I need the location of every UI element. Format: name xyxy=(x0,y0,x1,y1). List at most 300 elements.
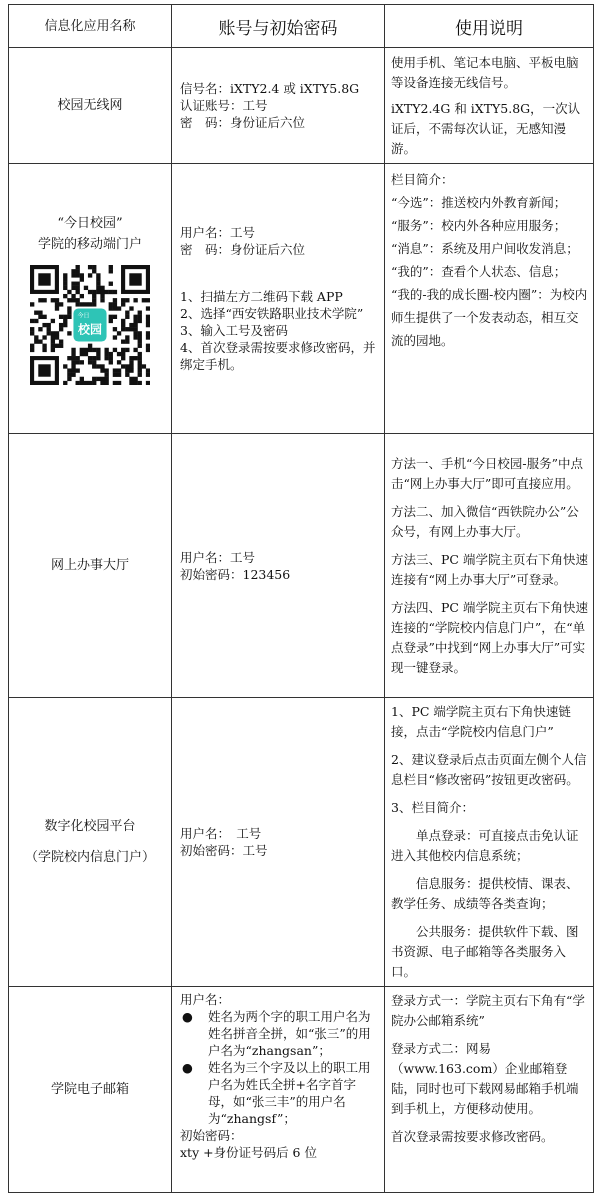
qr-module xyxy=(138,335,142,339)
qr-module xyxy=(113,314,117,318)
qr-module xyxy=(113,368,117,372)
qr-module xyxy=(121,356,125,360)
qr-module xyxy=(42,322,46,326)
row-mail xyxy=(9,987,594,1193)
qr-module xyxy=(113,289,117,293)
header-usage: 使用说明 xyxy=(385,5,594,48)
qr-module xyxy=(96,376,100,380)
qr-module xyxy=(76,269,80,273)
qr-module xyxy=(38,327,42,331)
app-name-campus xyxy=(9,698,172,987)
qr-module xyxy=(80,351,84,355)
qr-module xyxy=(34,310,38,314)
qr-module xyxy=(96,277,100,281)
qr-module xyxy=(138,372,142,376)
qr-module xyxy=(76,285,80,289)
qr-module xyxy=(100,368,104,372)
qr-module xyxy=(67,372,71,376)
qr-module xyxy=(138,368,142,372)
qr-module xyxy=(38,298,42,302)
qr-module xyxy=(125,335,129,339)
qr-module xyxy=(133,380,137,384)
row-wifi xyxy=(9,48,594,164)
qr-module xyxy=(96,289,100,293)
credential-line: 信号名：iXTY2.4 或 iXTY5.8G xyxy=(180,81,360,96)
notes-campus xyxy=(385,698,594,987)
qr-module xyxy=(30,327,34,331)
qr-module xyxy=(71,372,75,376)
qr-module xyxy=(76,360,80,364)
qr-module xyxy=(84,347,88,351)
qr-module xyxy=(51,347,55,351)
qr-module xyxy=(146,372,150,376)
logo-text: 校园 xyxy=(77,322,103,337)
qr-module xyxy=(67,376,71,380)
qr-module xyxy=(113,298,117,302)
campus-name-line1: 数字化校园平台 xyxy=(44,819,136,834)
qr-module xyxy=(67,289,71,293)
qr-module xyxy=(63,318,67,322)
qr-module xyxy=(104,380,108,384)
header-row xyxy=(9,5,594,48)
qr-module xyxy=(88,356,92,360)
qr-module xyxy=(88,343,92,347)
qr-module xyxy=(30,318,34,322)
note-line: iXTY2.4G 和 iXTY5.8G，一次认证后，不需每次认证，无感知漫游。 xyxy=(391,100,581,156)
qr-module xyxy=(80,376,84,380)
qr-module xyxy=(129,306,133,310)
qr-module xyxy=(80,380,84,384)
today-campus-qr-code[interactable] xyxy=(30,265,150,385)
qr-module xyxy=(47,331,51,335)
qr-module xyxy=(76,356,80,360)
qr-module xyxy=(55,302,59,306)
qr-module xyxy=(80,277,84,281)
qr-module xyxy=(133,356,137,360)
credential-line: 用户名：工号 xyxy=(180,549,256,565)
credential-line: 密 码：身份证后六位 xyxy=(180,115,306,130)
qr-module xyxy=(142,298,146,302)
qr-module xyxy=(104,289,108,293)
qr-module xyxy=(51,339,55,343)
qr-module xyxy=(109,289,113,293)
qr-module xyxy=(138,351,142,355)
qr-module xyxy=(34,335,38,339)
qr-module xyxy=(146,314,150,318)
qr-module xyxy=(71,269,75,273)
qr-module xyxy=(133,298,137,302)
credential-line: 初始密码：工号 xyxy=(180,843,268,858)
qr-module xyxy=(104,368,108,372)
qr-module xyxy=(104,372,108,376)
today-name-line1: “今日校园” xyxy=(57,215,123,231)
qr-module xyxy=(92,298,96,302)
qr-module xyxy=(133,318,137,322)
qr-module xyxy=(125,298,129,302)
bullet-icon: ● xyxy=(182,1060,193,1075)
qr-module xyxy=(142,364,146,368)
qr-module xyxy=(38,310,42,314)
qr-module xyxy=(100,285,104,289)
note-line: 方法三、PC 端学院主页右下角快速连接有“网上办事大厅”可登录。 xyxy=(391,551,588,587)
note-line: 方法一、手机“今日校园-服务”中点击“网上办事大厅”即可直接应用。 xyxy=(391,455,584,491)
qr-module xyxy=(138,318,142,322)
qr-module xyxy=(100,364,104,368)
qr-module xyxy=(125,327,129,331)
credential-line: 用户名：工号 xyxy=(180,225,256,240)
qr-module xyxy=(80,273,84,277)
note-line: “消息”：系统及用户间收发消息； xyxy=(391,241,579,256)
note-line: 2、建议登录后点击页面左侧个人信息栏目“修改密码”按钮更改密码。 xyxy=(391,752,587,787)
qr-module xyxy=(133,376,137,380)
qr-module xyxy=(92,293,96,297)
credential-line: 初始密码：123456 xyxy=(180,566,291,582)
qr-module xyxy=(92,269,96,273)
qr-module xyxy=(113,372,117,376)
qr-module xyxy=(117,372,121,376)
qr-module xyxy=(104,356,108,360)
qr-module xyxy=(55,343,59,347)
qr-module xyxy=(138,380,142,384)
qr-module xyxy=(71,347,75,351)
qr-module xyxy=(121,322,125,326)
qr-module xyxy=(76,368,80,372)
step-line: 4、首次登录需按要求修改密码，并绑定手机。 xyxy=(180,340,376,372)
qr-module xyxy=(67,331,71,335)
note-line: 1、PC 端学院主页右下角快速链接，点击“学院校内信息门户” xyxy=(391,704,571,739)
app-name-wifi: 校园无线网 xyxy=(9,48,172,164)
step-line: 1、扫描左方二维码下载 APP xyxy=(180,289,343,304)
qr-module xyxy=(113,327,117,331)
qr-module xyxy=(96,273,100,277)
qr-module xyxy=(63,380,67,384)
credentials-wifi xyxy=(172,48,385,164)
qr-module xyxy=(76,281,80,285)
qr-module xyxy=(138,343,142,347)
qr-module xyxy=(146,331,150,335)
step-line: 3、输入工号及密码 xyxy=(180,323,288,338)
qr-module xyxy=(113,347,117,351)
qr-module xyxy=(63,277,67,281)
qr-module xyxy=(129,356,133,360)
qr-module xyxy=(71,351,75,355)
qr-module xyxy=(38,314,42,318)
qr-module xyxy=(88,360,92,364)
notes-hall xyxy=(385,434,594,698)
qr-module xyxy=(133,331,137,335)
mail-user-label: 用户名： xyxy=(180,992,231,1007)
bullet-icon: ● xyxy=(182,1009,193,1024)
qr-module xyxy=(76,302,80,306)
qr-module xyxy=(30,343,34,347)
qr-module xyxy=(71,293,75,297)
qr-module xyxy=(63,364,67,368)
note-line: 3、栏目简介： xyxy=(391,800,474,815)
note-line: 登录方式二：网易（www.163.com）企业邮箱登陆，同时也可下载网易邮箱手机端到手机上，方便移动使用。 xyxy=(391,1041,579,1116)
mail-pwd-label: 初始密码： xyxy=(180,1128,243,1143)
qr-module xyxy=(76,298,80,302)
qr-module xyxy=(138,314,142,318)
qr-module xyxy=(88,289,92,293)
qr-module xyxy=(71,356,75,360)
credentials-hall xyxy=(172,434,385,698)
list-item: ● 姓名为两个字的职工用户名为姓名拼音全拼，如“张三”的用户名为“zhangsan”； xyxy=(182,1009,371,1058)
credentials-today xyxy=(172,164,385,434)
qr-module xyxy=(146,343,150,347)
note-line: 首次登录需按要求修改密码。 xyxy=(391,1129,554,1144)
qr-module xyxy=(34,339,38,343)
qr-module xyxy=(92,289,96,293)
qr-module xyxy=(42,343,46,347)
info-apps-table xyxy=(8,4,594,1193)
qr-module xyxy=(67,306,71,310)
mail-rule-list xyxy=(180,1008,380,1127)
qr-module xyxy=(146,368,150,372)
qr-module xyxy=(125,347,129,351)
qr-module xyxy=(129,368,133,372)
qr-module xyxy=(59,314,63,318)
note-line: 方法四、PC 端学院主页右下角快速连接的“学院校内信息门户”，在“单点登录”中找到“网上办事大厅”可实现一键登录。 xyxy=(391,599,588,675)
note-line: 登录方式一：学院主页右下角有“学院办公邮箱系统” xyxy=(391,993,585,1028)
logo-small-text: 今日 xyxy=(77,311,90,319)
qr-module xyxy=(42,347,46,351)
qr-module xyxy=(117,306,121,310)
qr-module xyxy=(125,310,129,314)
qr-module xyxy=(92,360,96,364)
qr-module xyxy=(67,368,71,372)
qr-module xyxy=(133,322,137,326)
credential-line: 用户名： 工号 xyxy=(180,826,262,841)
list-item: ● 姓名为三个字及以上的职工用户名为姓氏全拼+名字首字母，如“张三丰”的用户名为“zhangsf”； xyxy=(182,1060,371,1126)
qr-module xyxy=(51,335,55,339)
qr-module xyxy=(100,376,104,380)
qr-module xyxy=(129,364,133,368)
row-digital-campus xyxy=(9,698,594,987)
qr-module xyxy=(30,331,34,335)
qr-module xyxy=(133,335,137,339)
qr-module xyxy=(63,293,67,297)
qr-module xyxy=(63,322,67,326)
qr-module xyxy=(121,318,125,322)
qr-module xyxy=(104,347,108,351)
qr-module xyxy=(121,298,125,302)
qr-module xyxy=(109,314,113,318)
qr-module xyxy=(55,331,59,335)
qr-module xyxy=(71,364,75,368)
header-app-name: 信息化应用名称 xyxy=(9,5,172,48)
qr-module xyxy=(121,327,125,331)
qr-module xyxy=(125,368,129,372)
qr-module xyxy=(109,265,113,269)
mail-pwd-value: xty +身份证号码后 6 位 xyxy=(180,1145,317,1160)
qr-module xyxy=(92,380,96,384)
qr-module xyxy=(146,318,150,322)
qr-module xyxy=(88,380,92,384)
qr-module xyxy=(133,347,137,351)
qr-module xyxy=(59,322,63,326)
qr-module xyxy=(71,273,75,277)
qr-module xyxy=(92,347,96,351)
qr-finder-inner xyxy=(129,273,141,285)
note-line: 公共服务：提供软件下载、图书资源、电子邮箱等各类服务入口。 xyxy=(391,924,579,979)
qr-module xyxy=(146,335,150,339)
qr-module xyxy=(100,293,104,297)
qr-module xyxy=(109,356,113,360)
qr-module xyxy=(84,302,88,306)
qr-module xyxy=(109,281,113,285)
qr-module xyxy=(100,298,104,302)
qr-finder-inner xyxy=(38,364,50,376)
qr-module xyxy=(42,314,46,318)
qr-module xyxy=(146,298,150,302)
qr-module xyxy=(129,327,133,331)
qr-module xyxy=(76,380,80,384)
qr-module xyxy=(84,285,88,289)
qr-module xyxy=(80,302,84,306)
qr-module xyxy=(113,302,117,306)
qr-module xyxy=(51,331,55,335)
qr-module xyxy=(109,306,113,310)
qr-module xyxy=(104,351,108,355)
qr-module xyxy=(76,289,80,293)
qr-module xyxy=(138,364,142,368)
qr-module xyxy=(117,331,121,335)
qr-module xyxy=(121,302,125,306)
qr-module xyxy=(80,360,84,364)
qr-module xyxy=(59,339,63,343)
qr-module xyxy=(51,298,55,302)
app-name-today xyxy=(9,164,172,434)
qr-module xyxy=(109,302,113,306)
row-online-hall xyxy=(9,434,594,698)
qr-module xyxy=(125,314,129,318)
qr-module xyxy=(138,360,142,364)
qr-module xyxy=(117,368,121,372)
note-line: “服务”：校内外各种应用服务； xyxy=(391,218,567,233)
note-line: 信息服务：提供校情、课表、教学任务、成绩等各类查询； xyxy=(391,876,579,911)
qr-module xyxy=(92,265,96,269)
note-line: “今选”：推送校内外教育新闻； xyxy=(391,195,567,210)
qr-module xyxy=(67,298,71,302)
qr-module xyxy=(59,327,63,331)
qr-module xyxy=(92,376,96,380)
qr-module xyxy=(109,351,113,355)
credential-line: 密 码：身份证后六位 xyxy=(180,242,306,257)
qr-module xyxy=(104,376,108,380)
qr-module xyxy=(129,360,133,364)
qr-module xyxy=(63,314,67,318)
qr-module xyxy=(117,380,121,384)
qr-module xyxy=(96,347,100,351)
qr-module xyxy=(80,293,84,297)
qr-module xyxy=(71,281,75,285)
qr-module xyxy=(129,380,133,384)
qr-module xyxy=(84,351,88,355)
qr-module xyxy=(129,322,133,326)
qr-module xyxy=(80,347,84,351)
qr-module xyxy=(125,339,129,343)
qr-module xyxy=(63,285,67,289)
qr-module xyxy=(109,360,113,364)
qr-module xyxy=(67,310,71,314)
qr-module xyxy=(30,347,34,351)
note-line: “我的”：查看个人状态、信息； xyxy=(391,264,567,279)
qr-module xyxy=(47,327,51,331)
qr-module xyxy=(138,356,142,360)
qr-finder-inner xyxy=(38,273,50,285)
qr-module xyxy=(55,306,59,310)
qr-module xyxy=(55,335,59,339)
app-name-mail: 学院电子邮箱 xyxy=(9,987,172,1193)
credential-line: 认证账号：工号 xyxy=(180,98,268,113)
qr-module xyxy=(92,302,96,306)
qr-module xyxy=(59,302,63,306)
note-line: 栏目简介： xyxy=(391,172,454,187)
qr-module xyxy=(121,351,125,355)
qr-module xyxy=(113,306,117,310)
notes-wifi xyxy=(385,48,594,164)
qr-module xyxy=(59,343,63,347)
qr-module xyxy=(38,339,42,343)
note-line: 方法二、加入微信“西铁院办公”公众号，有网上办事大厅。 xyxy=(391,503,579,539)
qr-module xyxy=(138,339,142,343)
app-name-hall: 网上办事大厅 xyxy=(9,434,172,698)
qr-module xyxy=(138,310,142,314)
qr-module xyxy=(96,351,100,355)
qr-module xyxy=(84,380,88,384)
qr-module xyxy=(42,298,46,302)
qr-module xyxy=(88,347,92,351)
qr-module xyxy=(146,380,150,384)
qr-module xyxy=(133,327,137,331)
qr-module xyxy=(133,314,137,318)
qr-module xyxy=(51,343,55,347)
qr-module xyxy=(76,273,80,277)
qr-module xyxy=(100,380,104,384)
qr-module xyxy=(55,298,59,302)
qr-module xyxy=(109,269,113,273)
qr-module xyxy=(76,265,80,269)
note-line: “我的-我的成长圈-校内圈”：为校内师生提供了一个发表动态，相互交流的园地。 xyxy=(391,287,588,348)
qr-module xyxy=(63,273,67,277)
qr-module xyxy=(109,318,113,322)
credentials-mail xyxy=(172,987,385,1193)
qr-module xyxy=(117,351,121,355)
qr-module xyxy=(71,285,75,289)
qr-module xyxy=(96,285,100,289)
qr-module xyxy=(146,347,150,351)
campus-name-line2: （学院校内信息门户） xyxy=(24,850,155,865)
qr-module xyxy=(146,322,150,326)
qr-module xyxy=(100,289,104,293)
qr-module xyxy=(121,339,125,343)
qr-module xyxy=(146,306,150,310)
qr-module xyxy=(71,360,75,364)
qr-module xyxy=(125,372,129,376)
qr-module xyxy=(92,364,96,368)
qr-module xyxy=(121,347,125,351)
credentials-campus xyxy=(172,698,385,987)
qr-module xyxy=(63,281,67,285)
qr-module xyxy=(67,314,71,318)
qr-module xyxy=(88,265,92,269)
qr-module xyxy=(71,298,75,302)
row-today-campus xyxy=(9,164,594,434)
qr-module xyxy=(125,364,129,368)
note-line: 单点登录：可直接点击免认证进入其他校内信息系统； xyxy=(391,828,579,863)
qr-module xyxy=(88,302,92,306)
notes-mail xyxy=(385,987,594,1193)
